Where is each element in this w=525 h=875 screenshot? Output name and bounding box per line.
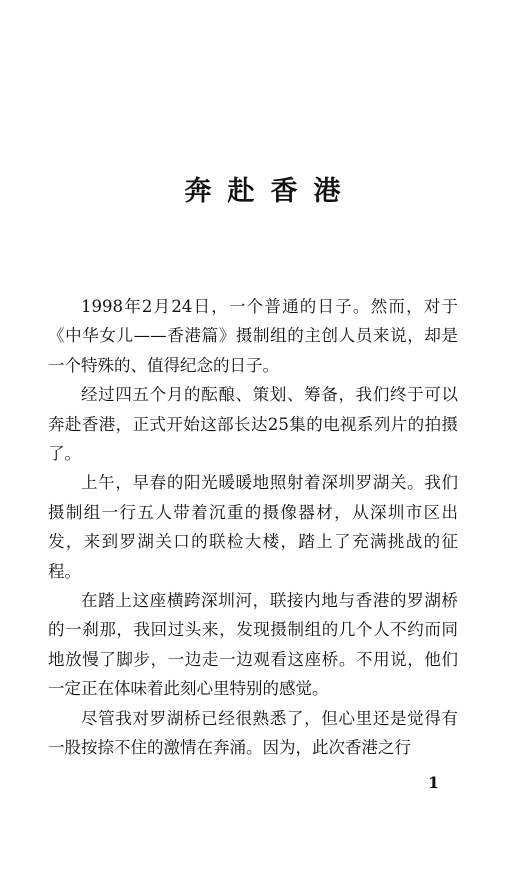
paragraph: 尽管我对罗湖桥已经很熟悉了，但心里还是觉得有一股按捺不住的激情在奔涌。因为，此次香港之行 [48,708,458,758]
body-text [48,292,458,763]
paragraph: 上午，早春的阳光暖暖地照射着深圳罗湖关。我们摄制组一行五人带着沉重的摄像器材，从深圳市区出发，来到罗湖关口的联检大楼，踏上了充满挑战的征程。 [48,473,458,581]
page-number: 1 [428,773,440,792]
paragraph: 1998年2月24日，一个普通的日子。然而，对于《中华女儿——香港篇》摄制组的主创人员来说，却是一个特殊的、值得纪念的日子。 [48,297,458,375]
paragraph: 经过四五个月的酝酿、策划、筹备，我们终于可以奔赴香港，正式开始这部长达25集的电视系列片的拍摄了。 [48,385,458,464]
paragraph: 在踏上这座横跨深圳河，联接内地与香港的罗湖桥的一刹那，我回过头来，发现摄制组的几个人不约而同地放慢了脚步，一边走一边观看这座桥。不用说，他们一定正在体味着此刻心里特别的感觉。 [48,591,458,699]
chapter-title: 奔赴香港 [184,176,357,207]
